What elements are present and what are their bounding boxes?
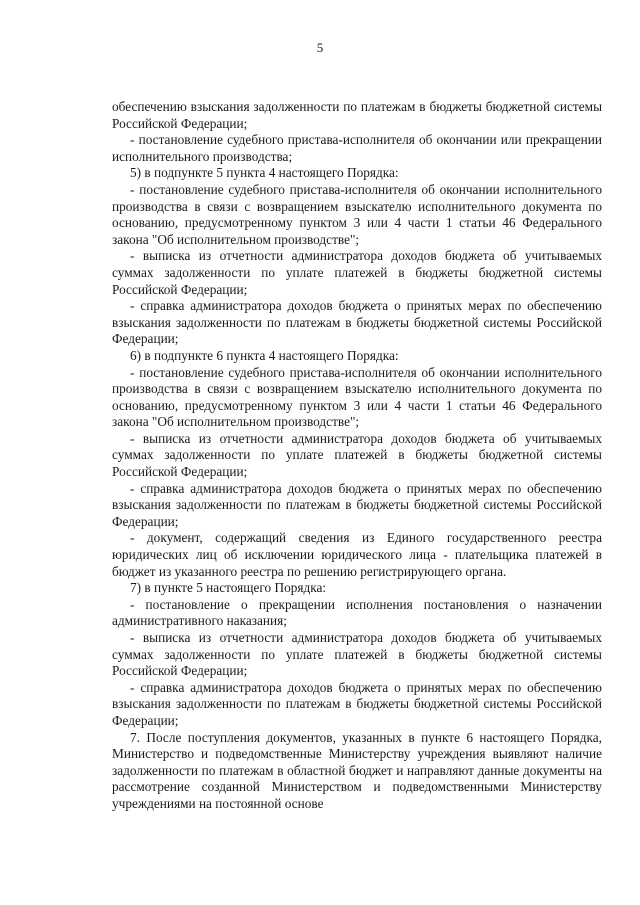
list-item-dash: - справка администратора доходов бюджета о принятых мерах по обеспечению взыскания задолженности по платежам в бюджеты бюджетной системы Российской Федерации; bbox=[112, 480, 602, 529]
page-number: 5 bbox=[316, 40, 324, 55]
subsection-heading-6: 6) в подпункте 6 пункта 4 настоящего Порядка: bbox=[130, 347, 399, 363]
subsection-heading-7: 7) в пункте 5 настоящего Порядка: bbox=[130, 580, 327, 596]
list-item-dash: - постановление о прекращении исполнения постановления о назначении административного наказания; bbox=[112, 596, 602, 629]
document-body bbox=[112, 99, 602, 813]
list-item-dash: - выписка из отчетности администратора доходов бюджета об учитываемых суммах задолженности по уплате платежей в бюджеты бюджетной системы Российской Федерации; bbox=[112, 430, 602, 480]
list-item-dash: - постановление судебного пристава-исполнителя об окончании исполнительного производства в связи с возвращением взыскателю исполнительного документа по основанию, предусмотренному пунктом 3 или 4 части 1 статьи 46 Федерального закона "Об исполнительном производстве"; bbox=[112, 364, 602, 430]
list-item-dash: - выписка из отчетности администратора доходов бюджета об учитываемых суммах задолженности по уплате платежей в бюджеты бюджетной системы Российской Федерации; bbox=[112, 248, 602, 297]
list-item-dash: - выписка из отчетности администратора доходов бюджета об учитываемых суммах задолженности по уплате платежей в бюджеты бюджетной системы Российской Федерации; bbox=[112, 630, 602, 679]
list-item-dash: - справка администратора доходов бюджета о принятых мерах по обеспечению взыскания задолженности по платежам в бюджеты бюджетной системы Российской Федерации; bbox=[112, 679, 602, 728]
subsection-heading-5: 5) в подпункте 5 пункта 4 настоящего Порядка: bbox=[130, 165, 399, 181]
list-item-dash: - документ, содержащий сведения из Единого государственного реестра юридических лиц об исключении юридического лица - плательщика платежей в бюджет из указанного реестра по решению регистрирующего органа. bbox=[112, 530, 602, 579]
section-paragraph-7: 7. После поступления документов, указанных в пункте 6 настоящего Порядка, Министерство и подведомственные Министерству учреждения выявляют наличие задолженности по платежам в областной бюджет и направляют данные документы на рассмотрение созданной Министерством и подведомственными Министерству учреждениями на постоянной основе bbox=[112, 729, 602, 811]
paragraph-continuation: обеспечению взыскания задолженности по платежам в бюджеты бюджетной системы Российской Федерации; bbox=[112, 99, 602, 131]
list-item-dash: - справка администратора доходов бюджета о принятых мерах по обеспечению взыскания задолженности по платежам в бюджеты бюджетной системы Российской Федерации; bbox=[112, 298, 602, 347]
list-item-dash: - постановление судебного пристава-исполнителя об окончании исполнительного производства в связи с возвращением взыскателю исполнительного документа по основанию, предусмотренному пунктом 3 или 4 части 1 статьи 46 Федерального закона "Об исполнительном производстве"; bbox=[112, 181, 602, 247]
list-item-dash: - постановление судебного пристава-исполнителя об окончании или прекращении исполнительного производства; bbox=[112, 132, 602, 164]
